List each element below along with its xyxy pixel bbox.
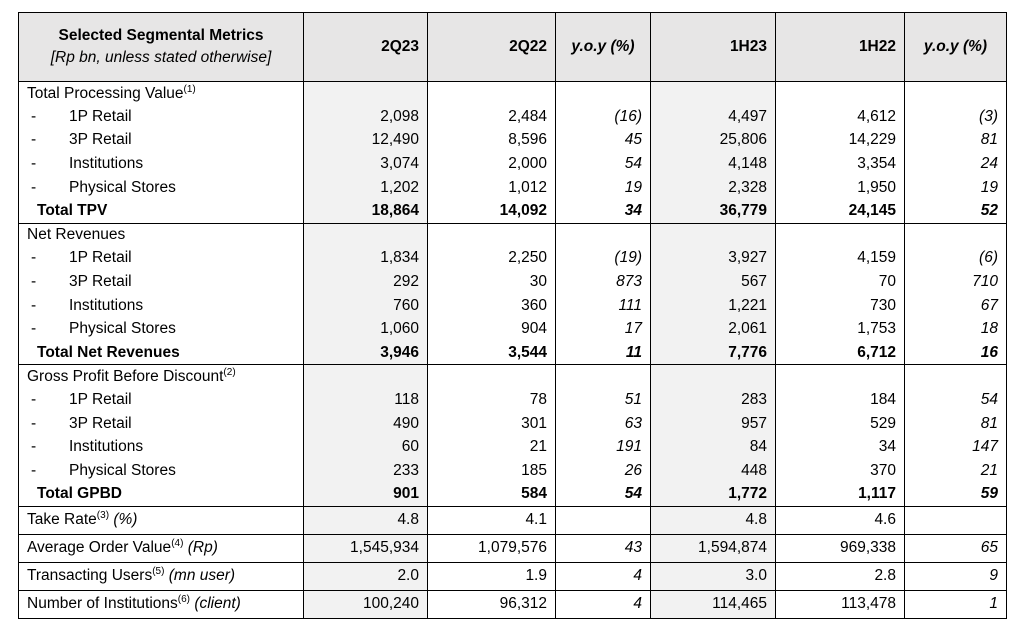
tpv-heading-row [19, 82, 1007, 106]
net-row-1-value-3: 567 [651, 270, 776, 294]
gpbd-row-1-value-2: 63 [556, 412, 651, 436]
tpv-row-3-value-3: 2,328 [651, 176, 776, 200]
table-title: Selected Segmental Metrics [58, 27, 264, 44]
bullet-dash: - [31, 414, 37, 432]
metric-3-value-0: 100,240 [304, 590, 428, 618]
net-heading [19, 223, 304, 247]
net-heading-row [19, 223, 1007, 247]
tpv-total-label: Total TPV [19, 199, 304, 223]
tpv-row-label-cell [19, 152, 304, 176]
net-row-label: Physical Stores [69, 320, 176, 338]
gpbd-row-1-value-4: 529 [776, 412, 905, 436]
net-row-0-value-3: 3,927 [651, 247, 776, 271]
net-row-2-value-1: 360 [428, 294, 556, 318]
net-row-0-value-5: (6) [905, 247, 1007, 271]
gpbd-heading-empty-cell [776, 365, 905, 389]
tpv-row-2-value-4: 3,354 [776, 152, 905, 176]
gpbd-heading-empty-cell [651, 365, 776, 389]
metric-unit: (Rp) [187, 539, 218, 557]
metric-label-cell [19, 534, 304, 562]
metric-1-value-3: 1,594,874 [651, 534, 776, 562]
gpbd-row-label: Institutions [69, 438, 144, 456]
tpv-row-2-value-5: 24 [905, 152, 1007, 176]
net-row-3-value-3: 2,061 [651, 317, 776, 341]
metric-2-value-5: 9 [905, 562, 1007, 590]
tpv-row-1-value-4: 14,229 [776, 129, 905, 153]
table-body [19, 82, 1007, 619]
metric-3-value-4: 113,478 [776, 590, 905, 618]
gpbd-heading-empty-cell [428, 365, 556, 389]
gpbd-total-label: Total GPBD [19, 483, 304, 507]
gpbd-row-label-cell [19, 412, 304, 436]
net-row-label: 1P Retail [69, 249, 132, 267]
net-row-3-value-4: 1,753 [776, 317, 905, 341]
bullet-dash: - [31, 273, 37, 291]
metric-0-value-0: 4.8 [304, 506, 428, 534]
tpv-total-value-1: 14,092 [428, 199, 556, 223]
metric-2-value-3: 3.0 [651, 562, 776, 590]
bullet-dash: - [31, 131, 37, 149]
metric-2-value-2: 4 [556, 562, 651, 590]
bullet-dash: - [31, 155, 37, 173]
metric-unit: (%) [113, 511, 138, 529]
metric-label-cell [19, 562, 304, 590]
net-row-3-value-5: 18 [905, 317, 1007, 341]
net-row-label-cell [19, 294, 304, 318]
column-header-1h22: 1H22 [776, 13, 905, 82]
tpv-row-0-value-1: 2,484 [428, 105, 556, 129]
net-row-1-value-4: 70 [776, 270, 905, 294]
gpbd-heading-text: Gross Profit Before Discount [27, 367, 224, 385]
gpbd-heading-empty-cell [304, 365, 428, 389]
net-heading-empty-cell [304, 223, 428, 247]
metric-0-value-3: 4.8 [651, 506, 776, 534]
table-subtitle: [Rp bn, unless stated otherwise] [50, 49, 272, 66]
gpbd-row-0-value-1: 78 [428, 388, 556, 412]
net-row-label: 3P Retail [69, 273, 132, 291]
tpv-row-label-cell [19, 105, 304, 129]
metric-footnote: (5) [152, 566, 165, 578]
net-row-label: Institutions [69, 296, 144, 314]
bullet-dash: - [31, 178, 37, 196]
metric-unit: (mn user) [168, 567, 236, 585]
table-row [19, 152, 1007, 176]
column-header-1h23: 1H23 [651, 13, 776, 82]
metric-3-value-1: 96,312 [428, 590, 556, 618]
table-row [19, 412, 1007, 436]
column-header-2q22: 2Q22 [428, 13, 556, 82]
segmental-metrics-container [18, 12, 1006, 619]
bullet-dash: - [31, 296, 37, 314]
metric-1-value-2: 43 [556, 534, 651, 562]
net-total-value-4: 6,712 [776, 341, 905, 365]
tpv-row-0-value-2: (16) [556, 105, 651, 129]
metric-row [19, 506, 1007, 534]
net-row-3-value-1: 904 [428, 317, 556, 341]
metric-2-value-1: 1.9 [428, 562, 556, 590]
metric-row [19, 590, 1007, 618]
metric-label-cell [19, 590, 304, 618]
tpv-row-2-value-2: 54 [556, 152, 651, 176]
net-row-2-value-0: 760 [304, 294, 428, 318]
gpbd-row-2-value-1: 21 [428, 435, 556, 459]
gpbd-row-label-cell [19, 435, 304, 459]
gpbd-row-3-value-4: 370 [776, 459, 905, 483]
gpbd-total-row [19, 483, 1007, 507]
gpbd-row-2-value-5: 147 [905, 435, 1007, 459]
metric-label: Take Rate [27, 511, 97, 529]
net-row-label-cell [19, 270, 304, 294]
tpv-row-3-value-0: 1,202 [304, 176, 428, 200]
column-header-yoy-half: y.o.y (%) [905, 13, 1007, 82]
gpbd-row-label-cell [19, 388, 304, 412]
net-heading-empty-cell [556, 223, 651, 247]
bullet-dash: - [31, 438, 37, 456]
tpv-heading-text: Total Processing Value [27, 84, 184, 102]
gpbd-row-1-value-0: 490 [304, 412, 428, 436]
metric-1-value-0: 1,545,934 [304, 534, 428, 562]
tpv-row-1-value-1: 8,596 [428, 129, 556, 153]
net-total-value-3: 7,776 [651, 341, 776, 365]
tpv-total-value-0: 18,864 [304, 199, 428, 223]
table-row [19, 435, 1007, 459]
net-row-1-value-1: 30 [428, 270, 556, 294]
metric-label: Number of Institutions [27, 595, 178, 613]
gpbd-heading [19, 365, 304, 389]
column-header-2q23: 2Q23 [304, 13, 428, 82]
gpbd-heading-footnote: (2) [223, 366, 236, 378]
net-row-1-value-5: 710 [905, 270, 1007, 294]
net-total-value-1: 3,544 [428, 341, 556, 365]
bullet-dash: - [31, 391, 37, 409]
metric-label-cell [19, 506, 304, 534]
tpv-heading-empty-cell [776, 82, 905, 106]
tpv-row-2-value-1: 2,000 [428, 152, 556, 176]
net-row-2-value-4: 730 [776, 294, 905, 318]
gpbd-heading-row [19, 365, 1007, 389]
table-row [19, 129, 1007, 153]
tpv-row-3-value-5: 19 [905, 176, 1007, 200]
tpv-heading-empty-cell [304, 82, 428, 106]
net-total-value-5: 16 [905, 341, 1007, 365]
gpbd-row-label-cell [19, 459, 304, 483]
tpv-total-value-4: 24,145 [776, 199, 905, 223]
metric-0-value-5 [905, 506, 1007, 534]
metric-1-value-5: 65 [905, 534, 1007, 562]
tpv-heading-empty-cell [428, 82, 556, 106]
gpbd-row-2-value-0: 60 [304, 435, 428, 459]
net-total-value-0: 3,946 [304, 341, 428, 365]
tpv-row-1-value-0: 12,490 [304, 129, 428, 153]
tpv-row-0-value-5: (3) [905, 105, 1007, 129]
metric-footnote: (4) [171, 538, 184, 550]
gpbd-row-0-value-5: 54 [905, 388, 1007, 412]
metric-footnote: (3) [96, 510, 110, 522]
tpv-row-3-value-4: 1,950 [776, 176, 905, 200]
net-row-0-value-0: 1,834 [304, 247, 428, 271]
gpbd-total-value-5: 59 [905, 483, 1007, 507]
metric-label: Average Order Value [27, 539, 172, 557]
net-row-0-value-1: 2,250 [428, 247, 556, 271]
metric-3-value-3: 114,465 [651, 590, 776, 618]
metric-footnote: (6) [177, 594, 190, 606]
tpv-heading-empty-cell [556, 82, 651, 106]
table-header-row [19, 13, 1007, 82]
gpbd-row-0-value-4: 184 [776, 388, 905, 412]
metric-row [19, 534, 1007, 562]
gpbd-row-0-value-0: 118 [304, 388, 428, 412]
metric-label: Transacting Users [27, 567, 153, 585]
metric-3-value-2: 4 [556, 590, 651, 618]
net-total-row [19, 341, 1007, 365]
gpbd-row-1-value-3: 957 [651, 412, 776, 436]
tpv-row-label-cell [19, 129, 304, 153]
gpbd-row-2-value-3: 84 [651, 435, 776, 459]
net-total-value-2: 11 [556, 341, 651, 365]
tpv-heading-empty-cell [905, 82, 1007, 106]
net-row-2-value-5: 67 [905, 294, 1007, 318]
gpbd-total-value-1: 584 [428, 483, 556, 507]
net-row-1-value-2: 873 [556, 270, 651, 294]
net-row-label-cell [19, 317, 304, 341]
metric-2-value-4: 2.8 [776, 562, 905, 590]
tpv-row-1-value-2: 45 [556, 129, 651, 153]
gpbd-row-1-value-1: 301 [428, 412, 556, 436]
gpbd-total-value-2: 54 [556, 483, 651, 507]
table-row [19, 294, 1007, 318]
net-heading-empty-cell [428, 223, 556, 247]
gpbd-row-0-value-3: 283 [651, 388, 776, 412]
metric-3-value-5: 1 [905, 590, 1007, 618]
tpv-total-row [19, 199, 1007, 223]
tpv-total-value-2: 34 [556, 199, 651, 223]
net-total-label: Total Net Revenues [19, 341, 304, 365]
gpbd-row-2-value-4: 34 [776, 435, 905, 459]
gpbd-row-3-value-2: 26 [556, 459, 651, 483]
table-row [19, 176, 1007, 200]
table-row [19, 247, 1007, 271]
gpbd-row-label: 1P Retail [69, 391, 132, 409]
bullet-dash: - [31, 320, 37, 338]
segmental-metrics-table [18, 12, 1007, 619]
net-heading-empty-cell [776, 223, 905, 247]
tpv-row-0-value-3: 4,497 [651, 105, 776, 129]
gpbd-total-value-0: 901 [304, 483, 428, 507]
net-row-0-value-4: 4,159 [776, 247, 905, 271]
tpv-row-label: Institutions [69, 155, 144, 173]
net-heading-text: Net Revenues [27, 226, 126, 244]
net-row-2-value-3: 1,221 [651, 294, 776, 318]
net-row-2-value-2: 111 [556, 294, 651, 318]
tpv-row-0-value-4: 4,612 [776, 105, 905, 129]
metric-2-value-0: 2.0 [304, 562, 428, 590]
metric-1-value-4: 969,338 [776, 534, 905, 562]
net-row-1-value-0: 292 [304, 270, 428, 294]
table-row [19, 459, 1007, 483]
metric-row [19, 562, 1007, 590]
gpbd-row-label: 3P Retail [69, 414, 132, 432]
gpbd-row-2-value-2: 191 [556, 435, 651, 459]
tpv-total-value-5: 52 [905, 199, 1007, 223]
tpv-row-2-value-0: 3,074 [304, 152, 428, 176]
tpv-row-1-value-3: 25,806 [651, 129, 776, 153]
gpbd-total-value-4: 1,117 [776, 483, 905, 507]
metric-0-value-1: 4.1 [428, 506, 556, 534]
gpbd-row-3-value-0: 233 [304, 459, 428, 483]
net-heading-empty-cell [651, 223, 776, 247]
tpv-row-label: 3P Retail [69, 131, 132, 149]
metric-1-value-1: 1,079,576 [428, 534, 556, 562]
gpbd-row-1-value-5: 81 [905, 412, 1007, 436]
table-row [19, 317, 1007, 341]
gpbd-heading-empty-cell [556, 365, 651, 389]
tpv-total-value-3: 36,779 [651, 199, 776, 223]
gpbd-heading-empty-cell [905, 365, 1007, 389]
tpv-heading-footnote: (1) [183, 83, 196, 95]
table-row [19, 388, 1007, 412]
bullet-dash: - [31, 107, 37, 125]
metric-0-value-4: 4.6 [776, 506, 905, 534]
gpbd-total-value-3: 1,772 [651, 483, 776, 507]
metric-unit: (client) [194, 595, 241, 613]
net-row-3-value-0: 1,060 [304, 317, 428, 341]
tpv-row-label: Physical Stores [69, 178, 176, 196]
bullet-dash: - [31, 249, 37, 267]
net-row-label-cell [19, 247, 304, 271]
net-row-0-value-2: (19) [556, 247, 651, 271]
gpbd-row-3-value-5: 21 [905, 459, 1007, 483]
table-title-cell [19, 13, 304, 82]
bullet-dash: - [31, 461, 37, 479]
tpv-row-label-cell [19, 176, 304, 200]
net-heading-empty-cell [905, 223, 1007, 247]
tpv-row-1-value-5: 81 [905, 129, 1007, 153]
tpv-heading-empty-cell [651, 82, 776, 106]
gpbd-row-3-value-3: 448 [651, 459, 776, 483]
tpv-row-3-value-1: 1,012 [428, 176, 556, 200]
tpv-row-0-value-0: 2,098 [304, 105, 428, 129]
tpv-heading [19, 82, 304, 106]
metric-0-value-2 [556, 506, 651, 534]
gpbd-row-0-value-2: 51 [556, 388, 651, 412]
gpbd-row-3-value-1: 185 [428, 459, 556, 483]
column-header-yoy-quarter: y.o.y (%) [556, 13, 651, 82]
tpv-row-label: 1P Retail [69, 107, 132, 125]
tpv-row-3-value-2: 19 [556, 176, 651, 200]
tpv-row-2-value-3: 4,148 [651, 152, 776, 176]
table-row [19, 270, 1007, 294]
table-row [19, 105, 1007, 129]
net-row-3-value-2: 17 [556, 317, 651, 341]
gpbd-row-label: Physical Stores [69, 461, 176, 479]
